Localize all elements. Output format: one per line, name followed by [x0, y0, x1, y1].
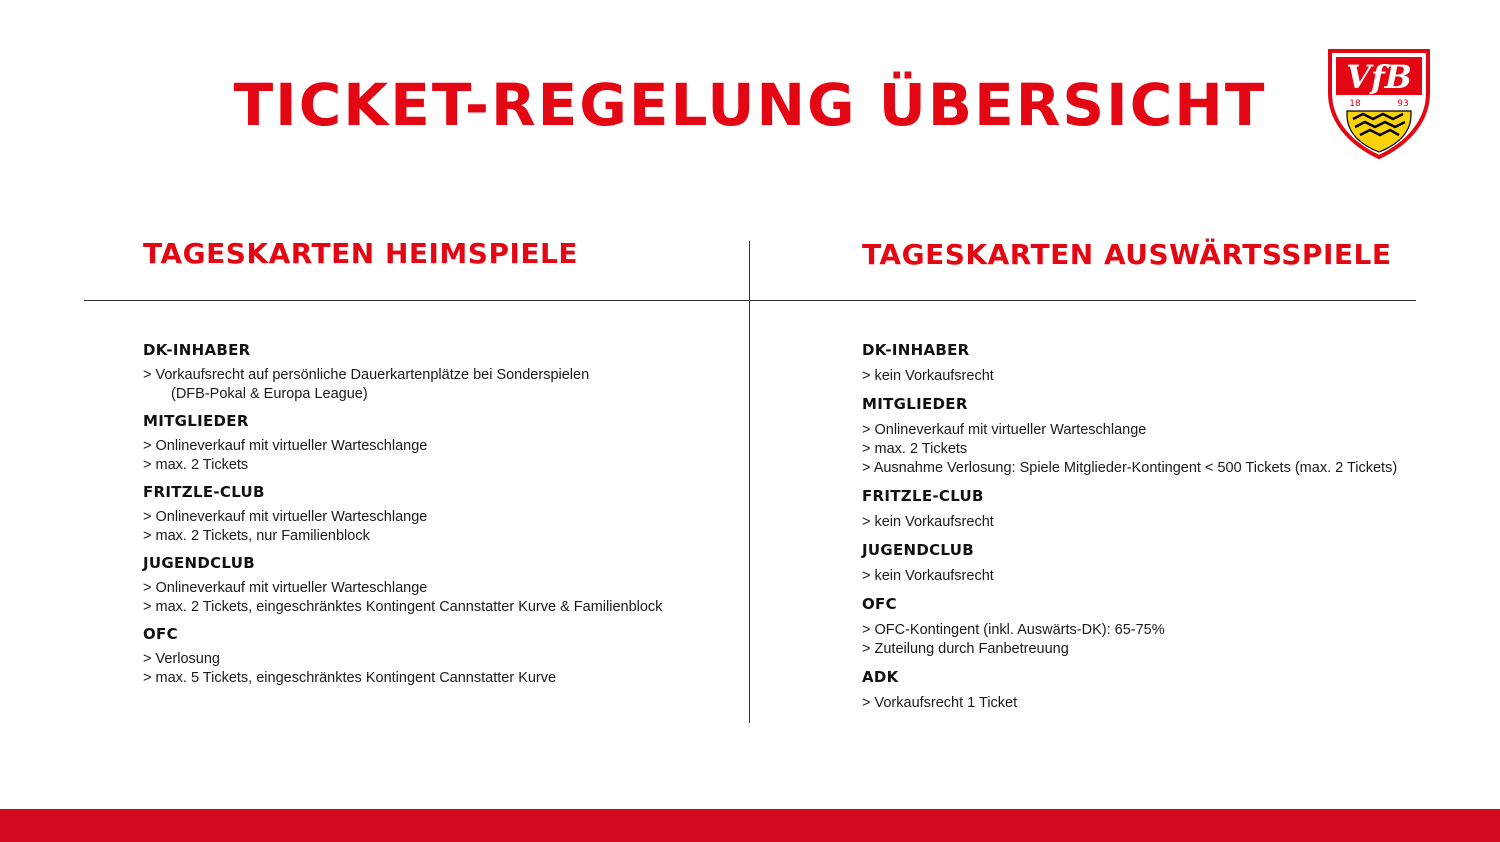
section-title: JUGENDCLUB: [143, 554, 255, 572]
section-title: OFC: [862, 595, 897, 613]
home-games-column: [143, 340, 743, 695]
section-title: FRITZLE-CLUB: [143, 483, 265, 501]
section-mitglieder: [143, 411, 743, 475]
list-item: > max. 5 Tickets, eingeschränktes Kontingent Cannstatter Kurve: [143, 670, 557, 686]
page-title: TICKET-REGELUNG ÜBERSICHT: [233, 71, 1267, 139]
section-title: MITGLIEDER: [143, 412, 249, 430]
footer-bar: [0, 809, 1500, 842]
section-title: JUGENDCLUB: [862, 541, 974, 559]
list-item: > kein Vorkaufsrecht: [862, 568, 994, 584]
section-dk-inhaber: [143, 340, 743, 404]
list-item: > max. 2 Tickets, nur Familienblock: [143, 528, 370, 544]
list-item: > kein Vorkaufsrecht: [862, 368, 994, 384]
list-item: > Zuteilung durch Fanbetreuung: [862, 641, 1069, 657]
list-item: > Verlosung: [143, 651, 220, 667]
list-item: > OFC-Kontingent (inkl. Auswärts-DK): 65-75%: [862, 622, 1165, 638]
vfb-crest-icon: [1327, 47, 1431, 159]
list-item: > Onlineverkauf mit virtueller Warteschlange: [143, 580, 428, 596]
list-item: > Onlineverkauf mit virtueller Warteschlange: [143, 509, 428, 525]
section-title: ADK: [862, 668, 899, 686]
list-item: > Vorkaufsrecht auf persönliche Dauerkartenplätze bei Sonderspielen: [143, 367, 590, 383]
list-item: > Ausnahme Verlosung: Spiele Mitglieder-Kontingent < 500 Tickets (max. 2 Tickets): [862, 460, 1398, 476]
list-item: > max. 2 Tickets, eingeschränktes Kontingent Cannstatter Kurve & Familienblock: [143, 599, 663, 615]
section-fritzle-club: [143, 482, 743, 546]
list-item: > Onlineverkauf mit virtueller Warteschlange: [862, 422, 1147, 438]
list-item: > max. 2 Tickets: [143, 457, 249, 473]
away-games-column: [862, 340, 1422, 721]
section-jugendclub: [143, 553, 743, 617]
section-title: MITGLIEDER: [862, 395, 968, 413]
list-item: > Onlineverkauf mit virtueller Warteschlange: [143, 438, 428, 454]
section-title: DK-INHABER: [862, 341, 970, 359]
heading-home-games: TAGESKARTEN HEIMSPIELE: [143, 237, 578, 270]
section-dk-inhaber: [862, 340, 1422, 386]
list-item: > max. 2 Tickets: [862, 441, 968, 457]
section-ofc: [862, 594, 1422, 659]
section-fritzle-club: [862, 486, 1422, 532]
section-ofc: [143, 624, 743, 688]
crest-year-left: 18: [1349, 99, 1361, 109]
crest-letters: VfB: [1346, 58, 1412, 96]
horizontal-divider: [84, 300, 1416, 301]
vertical-divider: [749, 241, 750, 723]
section-jugendclub: [862, 540, 1422, 586]
section-title: DK-INHABER: [143, 341, 251, 359]
section-mitglieder: [862, 394, 1422, 478]
section-title: FRITZLE-CLUB: [862, 487, 984, 505]
list-item: > Vorkaufsrecht 1 Ticket: [862, 695, 1018, 711]
heading-away-games: TAGESKARTEN AUSWÄRTSSPIELE: [862, 238, 1392, 271]
crest-year-right: 93: [1397, 99, 1409, 109]
list-item: > kein Vorkaufsrecht: [862, 514, 994, 530]
list-item: (DFB-Pokal & Europa League): [171, 386, 368, 402]
section-title: OFC: [143, 625, 178, 643]
section-adk: [862, 667, 1422, 713]
